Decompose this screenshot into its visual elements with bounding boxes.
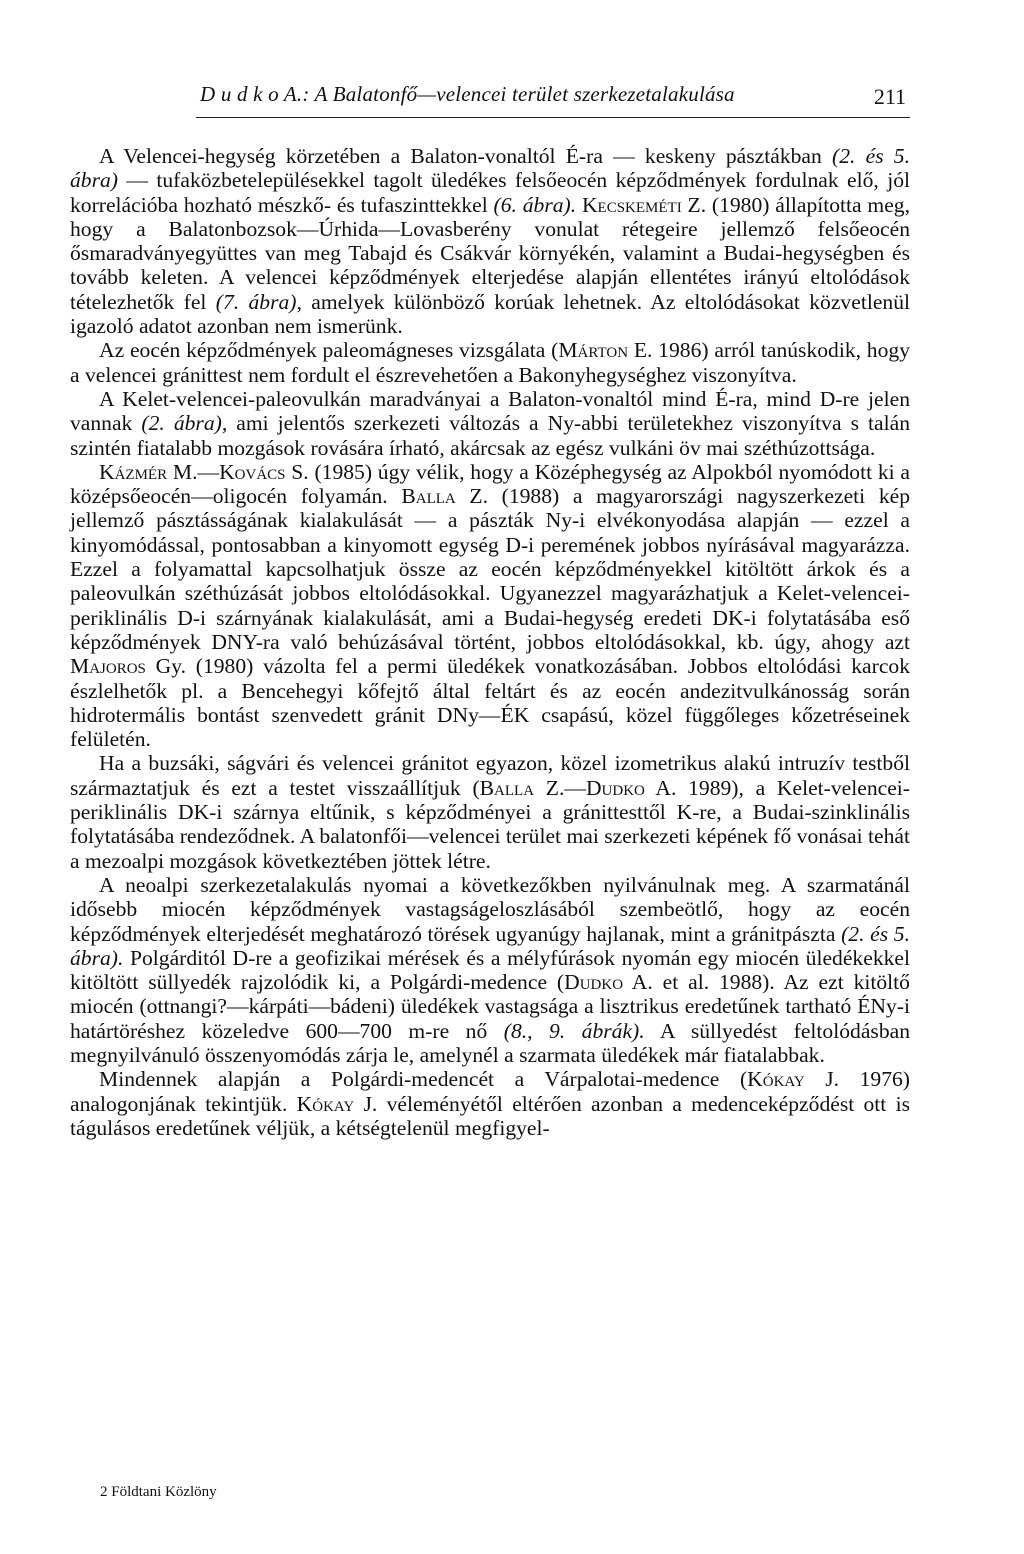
- text-run: A. 1989), a Kelet-velencei-periklinális DK-i szárnya eltűnik, s képződményei a gránittesttől K-re, a Budai-szinklinális folytatásába rendeződnek. A balatonfői—velencei terület mai szerkezeti képének fő vonásai tehát a mezoalpi mozgások következtében jöttek létre.: [70, 775, 910, 873]
- author-name: Kázmér: [99, 459, 168, 484]
- author-name: Kókay: [747, 1067, 805, 1092]
- paragraph: [70, 144, 910, 338]
- author-name: Majoros: [70, 654, 146, 679]
- text-run: A neoalpi szerkezetalakulás nyomai a következőkben nyilvánulnak meg. A szarmatánál idősebb miocén képződmények vastagságeloszlásából szembeötlő, hogy az eocén képződmények elterjedését meghatározó törések ugyanúgy hajlanak, mint a gránitpászta: [70, 872, 910, 946]
- figure-reference: (7. ábra),: [215, 289, 302, 314]
- author-name: Kókay: [296, 1091, 355, 1116]
- page-number: 211: [873, 84, 906, 109]
- figure-reference: (8., 9. ábrák).: [503, 1018, 645, 1043]
- text-run: Z. (1980) állapította meg, hogy a Balatonbozsok—Úrhida—Lovasberény vonulat rétegeire jellemző felsőeocén ősmaradványegyüttes van meg Tabajd és Csákvár környékén, valamint a Budai-hegységben és tovább keleten. A velencei képződmények elterjedése alapján ellentétes irányú eltolódások tételezhetők fel: [70, 192, 910, 314]
- text-run: E. 1986) arról tanúskodik, hogy a velencei gránittest nem fordult el észrevehetően a Bakonyhegységhez viszonyítva.: [70, 338, 910, 387]
- text-run: amelyek különböző korúak lehetnek. Az eltolódásokat közvetlenül igazoló adatot azonban nem ismerünk.: [70, 289, 910, 339]
- paragraph: [70, 338, 910, 387]
- text-run: Az eocén képződmények paleomágneses vizsgálata (: [99, 338, 559, 363]
- text-run: Polgárditól D-re a geofizikai mérések és a mélyfúrások nyomán egy miocén üledékekkel kitöltött süllyedék rajzolódik ki, a Polgárdi-medence (: [70, 945, 910, 995]
- paragraph: [70, 460, 910, 752]
- running-header: [200, 82, 910, 116]
- header-rule: [196, 117, 910, 118]
- paragraph: [70, 387, 910, 460]
- author-name: Dudko: [585, 775, 645, 800]
- figure-reference: (6. ábra).: [493, 192, 577, 217]
- author-name: Balla: [479, 775, 535, 800]
- author-name: Dudko: [564, 970, 624, 995]
- footer-signature: 2 Földtani Közlöny: [100, 1484, 217, 1500]
- text-run: Ha a buzsáki, ságvári és velencei gránitot egyazon, közel izometrikus alakú intruzív testből származtatjuk és ezt a testet visszaállítjuk (: [70, 751, 910, 800]
- author-name: Balla: [401, 484, 456, 509]
- text-run: A Velencei-hegység körzetében a Balaton-vonaltól É-ra — keskeny pásztákban: [99, 144, 833, 168]
- text-run: J. 1976) analogonjának tekintjük.: [70, 1067, 910, 1116]
- paragraph: [70, 1067, 910, 1140]
- text-run: A. et al. 1988). Az ezt kitöltő miocén (ottnangi?—kárpáti—bádeni) üledékek vastagsága a lisztrikus eredetűnek tartható ÉNy-i határtöréshez közeledve 600—700 m-re nő: [70, 970, 910, 1043]
- figure-reference: (2. és 5. ábra): [70, 144, 910, 193]
- text-run: A süllyedést feltolódásban megnyilvánuló összenyomódás zárja le, amelynél a szarmata üledékek már fiatalabbak.: [70, 1018, 910, 1067]
- running-title: D u d k o A.: A Balatonfő—velencei terület szerkezetalakulása: [200, 82, 735, 106]
- author-name: Kecskeméti: [581, 192, 682, 217]
- text-run: Z.—: [534, 775, 586, 800]
- text-run: Gy. (1980) vázolta fel a permi üledékek vonatkozásában. Jobbos eltolódási karcok észlelhetők pl. a Bencehegyi kőfejtő által feltárt és az eocén andezitvulkánosság során hidrotermális bontást szenvedett gránit DNy—ÉK csapású, közel függőleges kőzetréseinek felületén.: [70, 654, 910, 752]
- text-run: Z. (1988) a magyarországi nagyszerkezeti kép jellemző pásztásságának kialakulását — a pászták Ny-i elvékonyodása alapján — ezzel a kinyomódással, pontosabban a kinyomott egység D-i peremének jobbos nyírásával magyarázza. Ezzel a folyamattal kapcsolhatjuk össze az eocén képződményekkel kitöltött árkok és a paleovulkán széthúzását jobbos eltolódásokkal. Ugyanezzel magyarázhatjuk a Kelet-velencei-periklinális D-i szárnyának kialakulását, ami a Budai-hegység eredeti DK-i folytatásába eső képződmények DNY-ra való behúzásával történt, jobbos eltolódásokkal, kb. úgy, ahogy azt: [70, 484, 910, 654]
- author-name: Márton: [558, 338, 629, 363]
- figure-reference: (2. ábra),: [141, 411, 228, 436]
- paragraph: [70, 751, 910, 872]
- text-run: — tufaközbetelepülésekkel tagolt üledékes felsőeocén képződmények fordulnak elő, jól korrelációba hozható mészkő- és tufaszinttekkel: [70, 168, 910, 217]
- paragraph: [70, 873, 910, 1067]
- body-text: [70, 144, 910, 1140]
- author-name: Kovács: [219, 459, 286, 484]
- text-run: ami jelentős szerkezeti változás a Ny-abbi területekhez viszonyítva s talán szintén fiatalabb mozgások rovására írható, akárcsak az egész vulkáni öv mai széthúzottsága.: [70, 411, 910, 460]
- text-run: M.—: [167, 459, 220, 484]
- text-run: Mindennek alapján a Polgárdi-medencét a Várpalotai-medence (: [99, 1067, 748, 1092]
- text-run: S. (1985) úgy vélik, hogy a Középhegység az Alpokból nyomódott ki a középsőeocén—oligocén folyamán.: [70, 459, 911, 509]
- figure-reference: (2. és 5. ábra).: [70, 921, 910, 970]
- text-run: J. véleményétől eltérően azonban a medenceképződést ott is tágulásos eredetűnek véljük, a kétségtelenül megfigyel-: [70, 1091, 910, 1140]
- text-run: A Kelet-velencei-paleovulkán maradványai a Balaton-vonaltól mind É-ra, mind D-re jelen vannak: [70, 386, 910, 436]
